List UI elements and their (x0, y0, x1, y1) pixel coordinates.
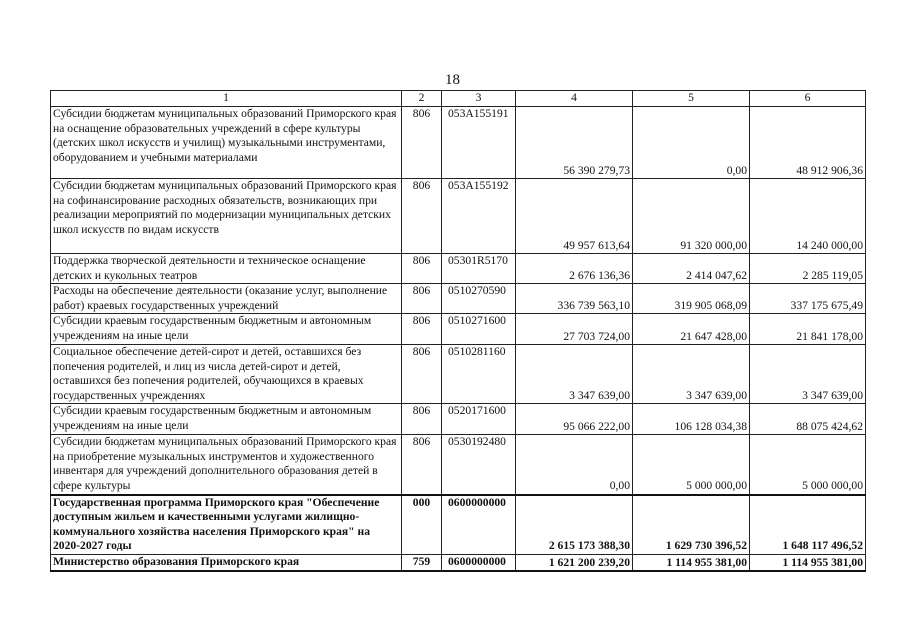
row-value-6: 337 175 675,49 (750, 284, 866, 314)
row-value-5: 1 629 730 396,52 (633, 495, 750, 555)
row-name: Поддержка творческой деятельности и техническое оснащение детских и кукольных театров (51, 254, 402, 284)
row-value-5: 1 114 955 381,00 (633, 554, 750, 571)
row-value-6: 2 285 119,05 (750, 254, 866, 284)
row-value-4: 56 390 279,73 (516, 107, 633, 179)
row-value-6: 88 075 424,62 (750, 404, 866, 435)
row-ved: 806 (402, 179, 442, 254)
row-name: Расходы на обеспечение деятельности (оказание услуг, выполнение работ) краевых государственных учреждений (51, 284, 402, 314)
row-code: 053A155191 (442, 107, 516, 179)
row-ved: 806 (402, 435, 442, 495)
row-code: 05301R5170 (442, 254, 516, 284)
header-col-5: 5 (633, 91, 750, 107)
table-row (51, 254, 866, 284)
row-ved: 806 (402, 404, 442, 435)
row-code: 0520171600 (442, 404, 516, 435)
header-col-6: 6 (750, 91, 866, 107)
row-code: 0510270590 (442, 284, 516, 314)
table-row (51, 314, 866, 345)
row-value-5: 106 128 034,38 (633, 404, 750, 435)
table-row (51, 284, 866, 314)
row-value-6: 5 000 000,00 (750, 435, 866, 495)
table-row (51, 179, 866, 254)
row-value-6: 21 841 178,00 (750, 314, 866, 345)
row-value-4: 0,00 (516, 435, 633, 495)
row-name: Субсидии бюджетам муниципальных образований Приморского края на оснащение образовательных учреждений в сфере культуры (детских школ искусств и училищ) музыкальными инструментами, оборудованием и учебными материалами (51, 107, 402, 179)
header-col-2: 2 (402, 91, 442, 107)
row-value-4: 1 621 200 239,20 (516, 554, 633, 571)
row-value-5: 319 905 068,09 (633, 284, 750, 314)
table-row-program-total (51, 495, 866, 555)
table-row (51, 404, 866, 435)
row-value-4: 95 066 222,00 (516, 404, 633, 435)
row-ved: 806 (402, 254, 442, 284)
header-col-1: 1 (51, 91, 402, 107)
page-number: 18 (445, 72, 460, 88)
row-code: 0600000000 (442, 495, 516, 555)
row-name: Социальное обеспечение детей-сирот и детей, оставшихся без попечения родителей, и лиц из числа детей-сирот и детей, оставшихся без попечения родителей, обучающихся в краевых государственных учреждениях (51, 345, 402, 404)
row-ved: 806 (402, 314, 442, 345)
row-value-4: 49 957 613,64 (516, 179, 633, 254)
row-value-5: 91 320 000,00 (633, 179, 750, 254)
row-ved: 000 (402, 495, 442, 555)
table-header-row (51, 91, 866, 107)
row-ved: 806 (402, 284, 442, 314)
row-name: Государственная программа Приморского края "Обеспечение доступным жильем и качественными услугами жилищно-коммунального хозяйства населения Приморского края" на 2020-2027 годы (51, 495, 402, 555)
row-value-4: 336 739 563,10 (516, 284, 633, 314)
row-value-6: 14 240 000,00 (750, 179, 866, 254)
row-ved: 806 (402, 107, 442, 179)
row-value-4: 2 615 173 388,30 (516, 495, 633, 555)
table-row (51, 107, 866, 179)
header-col-3: 3 (442, 91, 516, 107)
row-ved: 806 (402, 345, 442, 404)
row-value-5: 2 414 047,62 (633, 254, 750, 284)
row-code: 0510281160 (442, 345, 516, 404)
budget-table (50, 90, 866, 572)
row-code: 0600000000 (442, 554, 516, 571)
row-value-6: 1 114 955 381,00 (750, 554, 866, 571)
row-value-4: 3 347 639,00 (516, 345, 633, 404)
table-row-ministry-total (51, 554, 866, 571)
row-name: Субсидии бюджетам муниципальных образований Приморского края на приобретение музыкальных инструментов и художественного инвентаря для учреждений дополнительного образования детей в сфере культуры (51, 435, 402, 495)
table-row (51, 435, 866, 495)
row-ved: 759 (402, 554, 442, 571)
row-name: Министерство образования Приморского края (51, 554, 402, 571)
row-value-4: 27 703 724,00 (516, 314, 633, 345)
row-value-5: 0,00 (633, 107, 750, 179)
row-name: Субсидии краевым государственным бюджетным и автономным учреждениям на иные цели (51, 314, 402, 345)
row-code: 0530192480 (442, 435, 516, 495)
row-value-5: 3 347 639,00 (633, 345, 750, 404)
row-value-5: 21 647 428,00 (633, 314, 750, 345)
row-name: Субсидии бюджетам муниципальных образований Приморского края на софинансирование расходных обязательств, возникающих при реализации мероприятий по модернизации муниципальных детских школ искусств по видам искусств (51, 179, 402, 254)
header-col-4: 4 (516, 91, 633, 107)
row-code: 053A155192 (442, 179, 516, 254)
row-value-5: 5 000 000,00 (633, 435, 750, 495)
row-name: Субсидии краевым государственным бюджетным и автономным учреждениям на иные цели (51, 404, 402, 435)
row-value-4: 2 676 136,36 (516, 254, 633, 284)
row-value-6: 48 912 906,36 (750, 107, 866, 179)
table-row (51, 345, 866, 404)
row-value-6: 3 347 639,00 (750, 345, 866, 404)
row-code: 0510271600 (442, 314, 516, 345)
row-value-6: 1 648 117 496,52 (750, 495, 866, 555)
